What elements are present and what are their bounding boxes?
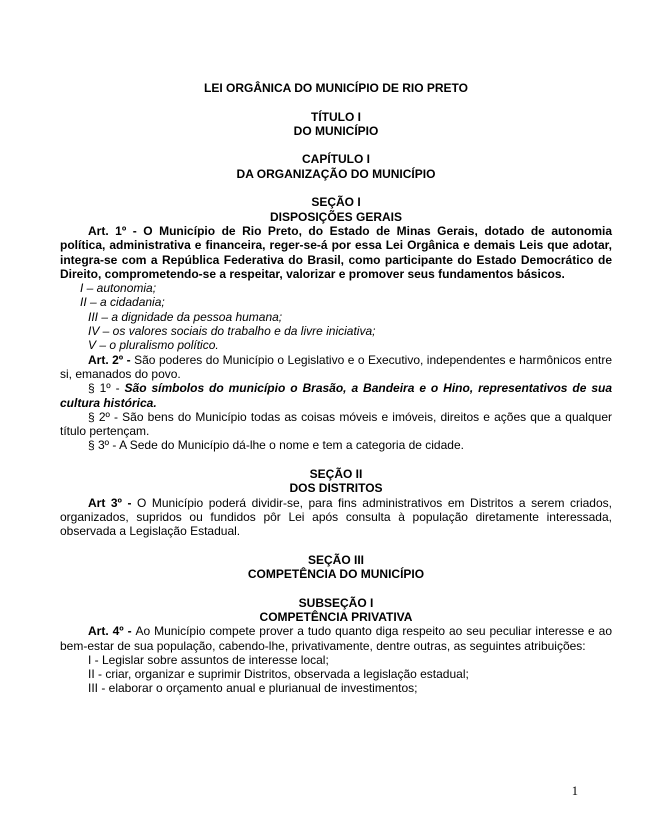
heading-titulo-line2: DO MUNICÍPIO (293, 123, 379, 138)
heading-secao2 (60, 467, 612, 496)
article-4-paragraph (60, 624, 612, 653)
document-content (60, 81, 612, 696)
article-2-text: São poderes do Município o Legislativo e o Executivo, independentes e harmônicos entre si, emanados do povo. (60, 352, 612, 381)
heading-subsecao1-line2: COMPETÊNCIA PRIVATIVA (259, 609, 413, 624)
heading-secao3 (60, 553, 612, 582)
article-3-paragraph (60, 496, 612, 539)
article-4-label: Art. 4º - (88, 624, 136, 639)
article-1-item: I – autonomia; (80, 281, 157, 296)
heading-secao2-line2: DOS DISTRITOS (289, 481, 383, 496)
article-2-paragraph (60, 353, 612, 382)
article-3-text: O Município poderá dividir-se, para fins administrativos em Distritos a serem criados, organizados, supridos ou fundidos pôr Lei após consulta à população diretamente interessada, observada a Legislação Estadual. (60, 495, 612, 539)
document-title: LEI ORGÂNICA DO MUNICÍPIO DE RIO PRETO (203, 81, 469, 95)
heading-secao1 (60, 195, 612, 224)
article-2-par1-label: § 1º - (88, 381, 125, 396)
heading-secao3-line2: COMPETÊNCIA DO MUNICÍPIO (247, 567, 425, 582)
heading-capitulo-line2: DA ORGANIZAÇÃO DO MUNICÍPIO (236, 166, 436, 181)
article-2-par1-text: São símbolos do município o Brasão, a Bandeira e o Hino, representativos de sua cultura histórica. (60, 381, 613, 410)
heading-secao1-line2: DISPOSIÇÕES GERAIS (269, 209, 403, 224)
article-2-par2: § 2º - São bens do Município todas as coisas móveis e imóveis, direitos e ações que a qualquer título pertençam. (60, 409, 612, 439)
heading-secao2-line1: SEÇÃO II (309, 467, 363, 482)
heading-secao3-line1: SEÇÃO III (307, 552, 364, 567)
article-1-paragraph: Art. 1º - O Município de Rio Preto, do Estado de Minas Gerais, dotado de autonomia política, administrativa e financeira, reger-se-á por essa Lei Orgânica e demais Leis que adotar, integra-se com a República Federativa do Brasil, como participante do Estado Democrático de Direito, comprometendo-se a respeitar, valorizar e promover seus fundamentos básicos. (60, 223, 612, 281)
article-4-item: II - criar, organizar e suprimir Distritos, observada a legislação estadual; (88, 667, 469, 682)
article-1-item: IV – os valores sociais do trabalho e da livre iniciativa; (88, 324, 376, 339)
article-1-item: III – a dignidade da pessoa humana; (88, 309, 283, 324)
page-number: 1 (571, 784, 578, 798)
article-3-label: Art 3º - (88, 495, 137, 510)
article-2-par1 (60, 381, 612, 410)
heading-capitulo-line1: CAPÍTULO I (302, 152, 370, 167)
heading-titulo-line1: TÍTULO I (311, 109, 361, 124)
heading-secao1-line1: SEÇÃO I (311, 195, 361, 210)
article-2-par3: § 3º - A Sede do Município dá-lhe o nome e tem a categoria de cidade. (88, 438, 464, 453)
article-4-text: Ao Município compete prover a tudo quanto diga respeito ao seu peculiar interesse e ao bem-estar de sua população, cabendo-lhe, privativamente, dentre outras, as seguintes atribuições: (60, 624, 612, 653)
article-1-item: V – o pluralismo político. (88, 338, 219, 353)
article-4-item: III - elaborar o orçamento anual e plurianual de investimentos; (88, 681, 418, 696)
heading-subsecao1 (60, 596, 612, 625)
article-4-item: I - Legislar sobre assuntos de interesse local; (88, 652, 329, 667)
article-1-item: II – a cidadania; (80, 295, 165, 310)
heading-titulo (60, 110, 612, 139)
heading-capitulo (60, 152, 612, 181)
article-2-label: Art. 2º - (88, 352, 135, 367)
heading-subsecao1-line1: SUBSEÇÃO I (298, 595, 374, 610)
